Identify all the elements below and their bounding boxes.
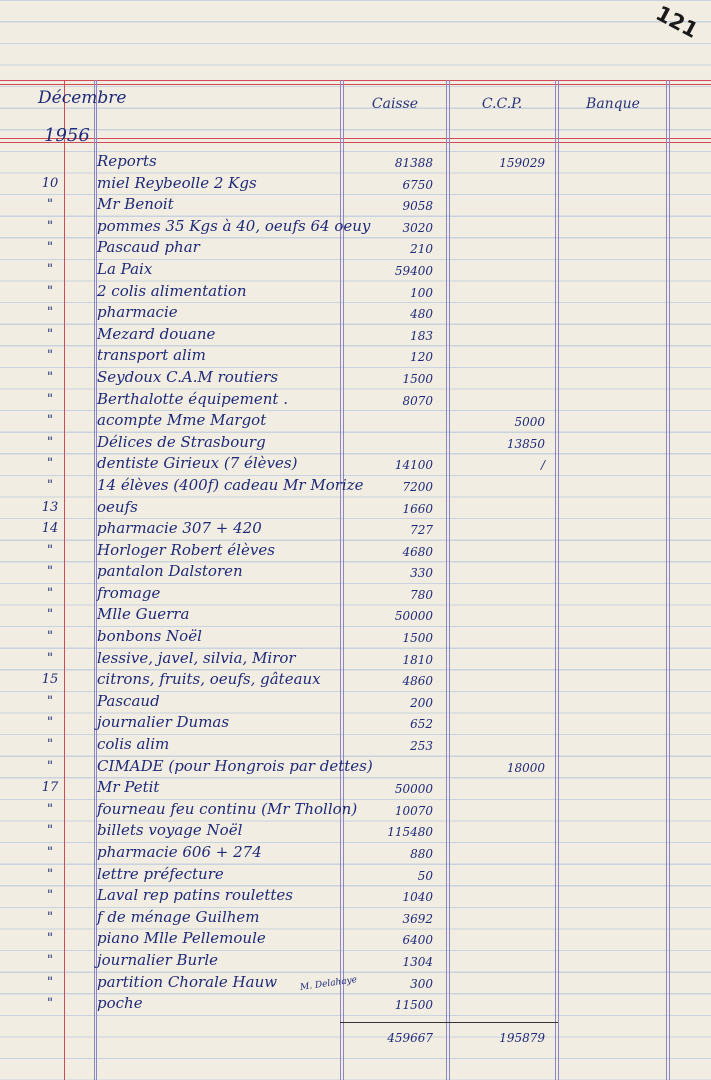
header-rule-bottom-2 xyxy=(0,142,711,143)
description-cell: partition Chorale Hauw xyxy=(97,972,278,991)
description-cell: f de ménage Guilhem xyxy=(97,907,260,926)
description-cell: journalier Burle xyxy=(97,950,219,969)
day-cell: " xyxy=(47,283,53,299)
caisse-amount: 727 xyxy=(410,523,433,538)
day-cell: 17 xyxy=(41,780,59,796)
ccp-amount: / xyxy=(540,458,545,473)
description-cell: Mr Benoit xyxy=(97,195,174,214)
description-cell: transport alim xyxy=(97,346,206,365)
day-cell: " xyxy=(47,888,53,904)
description-cell: citrons, fruits, oeufs, gâteaux xyxy=(97,670,321,689)
total-rule xyxy=(340,1022,558,1023)
caisse-amount: 7200 xyxy=(402,479,433,494)
ledger-row xyxy=(0,778,711,800)
day-cell: " xyxy=(47,218,53,234)
description-cell: Reports xyxy=(97,152,157,170)
ledger-row xyxy=(0,498,711,520)
day-cell: " xyxy=(47,413,53,429)
description-cell: lessive, javel, silvia, Miror xyxy=(97,648,296,667)
ledger-row xyxy=(0,692,711,714)
month-heading: Décembre xyxy=(38,88,127,108)
caisse-amount: 3020 xyxy=(402,220,433,235)
day-cell: 14 xyxy=(41,521,59,537)
total-ccp: 195879 xyxy=(499,1031,545,1045)
day-cell: " xyxy=(47,348,53,364)
ledger-row xyxy=(0,994,711,1016)
caisse-amount: 183 xyxy=(410,328,433,343)
day-cell: " xyxy=(47,866,53,882)
ledger-row xyxy=(0,454,711,476)
caisse-amount: 9058 xyxy=(402,199,433,214)
caisse-amount: 1500 xyxy=(402,631,433,646)
ledger-row xyxy=(0,411,711,433)
description-cell: billets voyage Noël xyxy=(97,821,243,840)
day-cell: " xyxy=(47,261,53,277)
caisse-amount: 120 xyxy=(410,350,433,365)
description-cell: 14 élèves (400f) cadeau Mr Morize xyxy=(97,475,364,494)
caisse-amount: 100 xyxy=(410,285,433,300)
page-number: 121 xyxy=(652,1,703,43)
description-cell: pommes 35 Kgs à 40, oeufs 64 oeuy xyxy=(97,216,371,235)
day-cell: 15 xyxy=(41,672,59,688)
day-cell: " xyxy=(47,585,53,601)
ledger-row xyxy=(0,195,711,217)
ledger-row xyxy=(0,605,711,627)
caisse-amount: 14100 xyxy=(394,458,433,473)
day-cell: " xyxy=(47,477,53,493)
day-cell: " xyxy=(47,305,53,321)
description-cell: Seydoux C.A.M routiers xyxy=(97,367,279,386)
caisse-amount: 10070 xyxy=(394,803,433,818)
caisse-amount: 1810 xyxy=(402,652,433,667)
caisse-amount: 1304 xyxy=(402,954,433,969)
ledger-row xyxy=(0,670,711,692)
day-cell: " xyxy=(47,326,53,342)
ccp-amount: 159029 xyxy=(499,156,545,170)
description-cell: oeufs xyxy=(97,497,138,516)
description-cell: Pascaud phar xyxy=(97,238,200,257)
description-cell: Mezard douane xyxy=(97,324,216,343)
caisse-amount: 115480 xyxy=(387,825,433,840)
day-cell: " xyxy=(47,650,53,666)
year-heading: 1956 xyxy=(44,125,90,146)
day-cell: " xyxy=(47,909,53,925)
ledger-row xyxy=(0,541,711,563)
description-cell: dentiste Girieux (7 élèves) xyxy=(97,454,298,473)
ledger-row xyxy=(0,368,711,390)
caisse-amount: 330 xyxy=(410,566,433,581)
description-cell: acompte Mme Margot xyxy=(97,411,267,430)
description-cell: journalier Dumas xyxy=(97,713,230,732)
ledger-row xyxy=(0,303,711,325)
caisse-amount: 81388 xyxy=(394,156,433,170)
day-cell: " xyxy=(47,952,53,968)
description-cell: pantalon Dalstoren xyxy=(97,562,243,581)
ledger-row xyxy=(0,584,711,606)
ledger-row xyxy=(0,929,711,951)
description-cell: pharmacie 307 + 420 xyxy=(97,519,262,538)
day-cell: 10 xyxy=(41,175,59,191)
day-cell: " xyxy=(47,240,53,256)
ledger-row xyxy=(0,562,711,584)
description-cell: Mr Petit xyxy=(97,778,160,797)
ccp-amount: 18000 xyxy=(506,760,545,775)
ledger-row xyxy=(0,433,711,455)
ledger-row xyxy=(0,757,711,779)
day-cell: " xyxy=(47,391,53,407)
banque-heading: Banque xyxy=(586,96,640,112)
caisse-amount: 1040 xyxy=(402,890,433,905)
caisse-amount: 50000 xyxy=(394,609,433,624)
description-cell: lettre préfecture xyxy=(97,864,224,883)
caisse-amount: 880 xyxy=(410,847,433,861)
caisse-amount: 11500 xyxy=(394,998,433,1013)
ledger-row xyxy=(0,627,711,649)
caisse-amount: 480 xyxy=(410,307,433,322)
description-cell: pharmacie xyxy=(97,303,178,322)
ledger-row xyxy=(0,865,711,887)
description-cell: Laval rep patins roulettes xyxy=(97,886,293,905)
description-cell: bonbons Noël xyxy=(97,627,202,646)
ledger-row xyxy=(0,238,711,260)
description-cell: colis alim xyxy=(97,735,170,754)
caisse-amount: 200 xyxy=(410,695,433,710)
day-cell: " xyxy=(47,369,53,385)
ledger-row xyxy=(0,174,711,196)
caisse-amount: 50000 xyxy=(394,782,433,797)
day-cell: " xyxy=(47,823,53,839)
ledger-row xyxy=(0,821,711,843)
description-cell: fourneau feu continu (Mr Thollon) xyxy=(97,799,358,818)
caisse-heading: Caisse xyxy=(371,96,419,112)
caisse-amount: 1660 xyxy=(402,501,433,516)
caisse-amount: 8070 xyxy=(402,393,433,408)
description-cell: CIMADE (pour Hongrois par dettes) xyxy=(97,756,373,775)
total-caisse: 459667 xyxy=(387,1031,433,1045)
day-cell: " xyxy=(47,758,53,774)
description-cell: poche xyxy=(97,994,143,1013)
caisse-amount: 4680 xyxy=(402,544,433,559)
day-cell: " xyxy=(47,715,53,731)
caisse-amount: 4860 xyxy=(402,674,433,689)
day-cell: " xyxy=(47,564,53,580)
day-cell: " xyxy=(47,434,53,450)
ledger-row xyxy=(0,519,711,541)
ledger-row xyxy=(0,951,711,973)
caisse-amount: 3692 xyxy=(402,911,433,926)
header-rule-top xyxy=(0,80,711,81)
day-cell: " xyxy=(47,737,53,753)
day-cell: " xyxy=(47,801,53,817)
ledger-row xyxy=(0,346,711,368)
day-cell: 13 xyxy=(41,499,59,515)
ledger-row xyxy=(0,282,711,304)
ccp-heading: C.C.P. xyxy=(481,96,523,112)
ledger-row xyxy=(0,217,711,239)
day-cell: " xyxy=(47,974,53,990)
description-cell: Berthalotte équipement . xyxy=(97,389,288,408)
day-cell: " xyxy=(47,197,53,213)
ledger-row xyxy=(0,390,711,412)
header-rule-top-2 xyxy=(0,84,711,85)
ledger-row xyxy=(0,649,711,671)
ledger-row xyxy=(0,152,711,174)
caisse-amount: 780 xyxy=(410,587,433,602)
ledger-row xyxy=(0,325,711,347)
ledger-row xyxy=(0,476,711,498)
header-rule-bottom xyxy=(0,138,711,139)
ledger-row xyxy=(0,735,711,757)
ccp-amount: 13850 xyxy=(506,436,545,451)
description-cell: fromage xyxy=(97,583,161,602)
ledger-row xyxy=(0,908,711,930)
description-cell: Mlle Guerra xyxy=(97,605,190,624)
description-cell: La Paix xyxy=(97,259,153,278)
caisse-amount: 1500 xyxy=(402,371,433,386)
caisse-amount: 253 xyxy=(410,739,433,754)
caisse-amount: 6750 xyxy=(402,177,433,192)
ledger-rows xyxy=(0,152,711,1016)
day-cell: " xyxy=(47,542,53,558)
ledger-row xyxy=(0,713,711,735)
description-cell: Pascaud xyxy=(97,691,160,710)
day-cell: " xyxy=(47,845,53,860)
caisse-amount: 50 xyxy=(417,868,433,883)
day-cell: " xyxy=(47,607,53,623)
ledger-row xyxy=(0,260,711,282)
ccp-amount: 5000 xyxy=(514,415,545,430)
description-cell: 2 colis alimentation xyxy=(97,281,247,300)
description-cell: pharmacie 606 + 274 xyxy=(97,843,262,861)
ledger-row xyxy=(0,843,711,865)
day-cell: " xyxy=(47,996,53,1012)
description-cell: miel Reybeolle 2 Kgs xyxy=(97,173,257,192)
caisse-amount: 300 xyxy=(410,976,433,991)
caisse-amount: 652 xyxy=(410,717,433,732)
description-cell: piano Mlle Pellemoule xyxy=(97,929,266,948)
day-cell: " xyxy=(47,931,53,947)
ledger-row xyxy=(0,886,711,908)
description-cell: Horloger Robert élèves xyxy=(97,540,275,559)
margin-note: M. Delahaye xyxy=(299,975,358,993)
day-cell: " xyxy=(47,456,53,472)
caisse-amount: 6400 xyxy=(402,933,433,948)
ledger-row xyxy=(0,800,711,822)
day-cell: " xyxy=(47,629,53,645)
caisse-amount: 210 xyxy=(410,242,433,257)
description-cell: Délices de Strasbourg xyxy=(97,432,266,451)
caisse-amount: 59400 xyxy=(394,263,433,278)
day-cell: " xyxy=(47,693,53,709)
